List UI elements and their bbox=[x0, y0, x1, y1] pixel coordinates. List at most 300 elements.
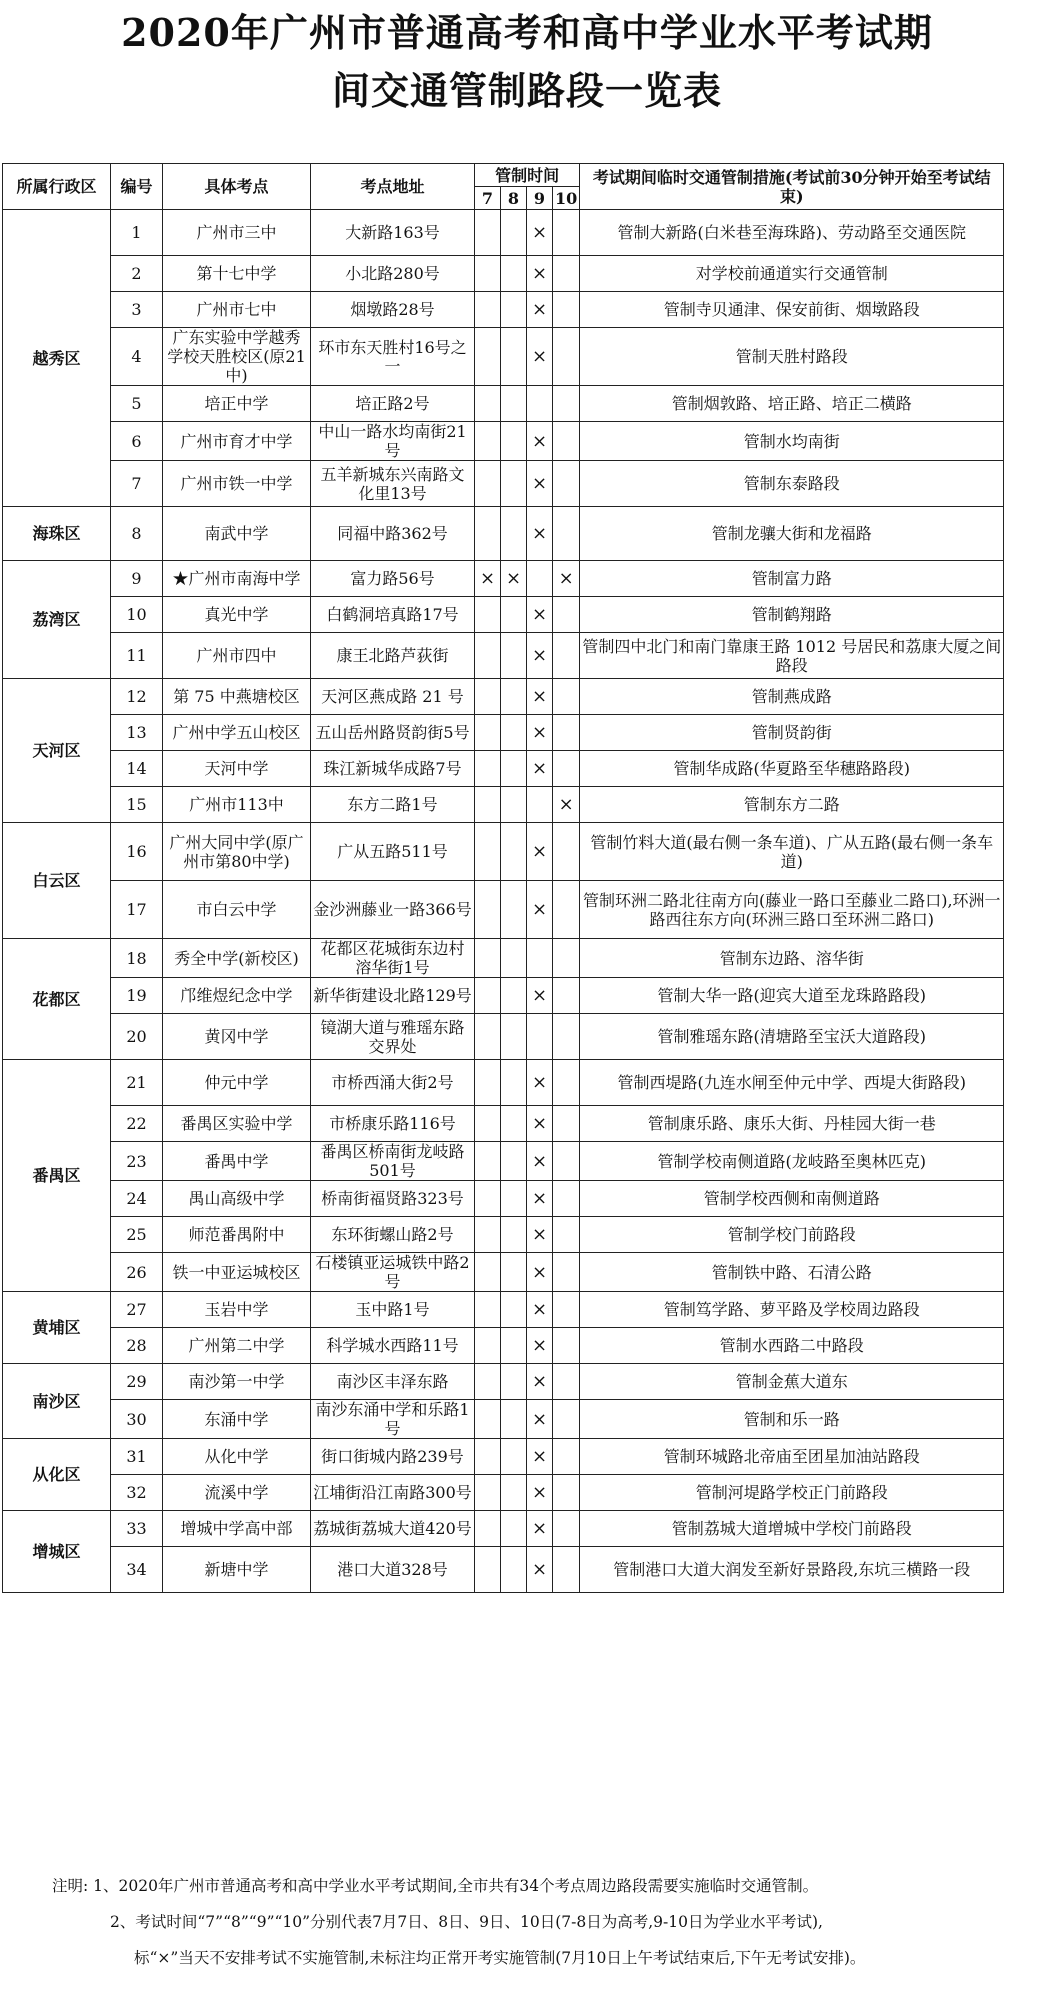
day10-cell bbox=[553, 1253, 580, 1292]
traffic-control-table bbox=[2, 163, 1004, 1593]
table-row bbox=[3, 561, 1004, 597]
day10-cell bbox=[553, 715, 580, 751]
measure-cell: 管制华成路(华夏路至华穗路路段) bbox=[580, 751, 1004, 787]
number-cell: 34 bbox=[111, 1547, 163, 1593]
table-row bbox=[3, 633, 1004, 679]
day7-cell bbox=[475, 256, 501, 292]
school-cell: 广州中学五山校区 bbox=[163, 715, 311, 751]
day8-cell bbox=[501, 386, 527, 422]
day10-cell bbox=[553, 1142, 580, 1181]
table-row bbox=[3, 597, 1004, 633]
day10-cell bbox=[553, 978, 580, 1014]
address-cell: 镜湖大道与雅瑶东路交界处 bbox=[311, 1014, 475, 1060]
school-cell: 增城中学高中部 bbox=[163, 1511, 311, 1547]
note-3: 标“×”当天不安排考试不实施管制,未标注均正常开考实施管制(7月10日上午考试结束后,下午无考试安排)。 bbox=[134, 1949, 866, 1967]
school-cell: 邝维煜纪念中学 bbox=[163, 978, 311, 1014]
address-cell: 烟墩路28号 bbox=[311, 292, 475, 328]
number-cell: 1 bbox=[111, 210, 163, 256]
day7-cell bbox=[475, 210, 501, 256]
school-cell: 市白云中学 bbox=[163, 881, 311, 939]
measure-cell: 管制学校门前路段 bbox=[580, 1217, 1004, 1253]
day9-cell: × bbox=[527, 715, 553, 751]
address-cell: 港口大道328号 bbox=[311, 1547, 475, 1593]
day9-cell: × bbox=[527, 978, 553, 1014]
measure-cell: 管制鹤翔路 bbox=[580, 597, 1004, 633]
header-day-8: 8 bbox=[501, 187, 527, 210]
school-cell: 南沙第一中学 bbox=[163, 1364, 311, 1400]
day8-cell bbox=[501, 978, 527, 1014]
school-cell: ★广州市南海中学 bbox=[163, 561, 311, 597]
number-cell: 13 bbox=[111, 715, 163, 751]
day7-cell bbox=[475, 292, 501, 328]
table-row bbox=[3, 210, 1004, 256]
day10-cell bbox=[553, 1060, 580, 1106]
address-cell: 玉中路1号 bbox=[311, 1292, 475, 1328]
address-cell: 广从五路511号 bbox=[311, 823, 475, 881]
table-row bbox=[3, 386, 1004, 422]
day9-cell: × bbox=[527, 1106, 553, 1142]
day10-cell bbox=[553, 1511, 580, 1547]
day9-cell bbox=[527, 1014, 553, 1060]
address-cell: 街口街城内路239号 bbox=[311, 1439, 475, 1475]
address-cell: 天河区燕成路 21 号 bbox=[311, 679, 475, 715]
school-cell: 番禺区实验中学 bbox=[163, 1106, 311, 1142]
district-cell: 增城区 bbox=[3, 1511, 111, 1593]
day7-cell bbox=[475, 787, 501, 823]
day8-cell bbox=[501, 1439, 527, 1475]
address-cell: 江埔街沿江南路300号 bbox=[311, 1475, 475, 1511]
measure-cell: 管制环城路北帝庙至团星加油站路段 bbox=[580, 1439, 1004, 1475]
day10-cell: × bbox=[553, 561, 580, 597]
number-cell: 28 bbox=[111, 1328, 163, 1364]
day8-cell bbox=[501, 1547, 527, 1593]
measure-cell: 管制东边路、溶华街 bbox=[580, 939, 1004, 978]
page-title bbox=[0, 4, 1054, 120]
table-row bbox=[3, 422, 1004, 461]
header-day-9: 9 bbox=[527, 187, 553, 210]
number-cell: 17 bbox=[111, 881, 163, 939]
number-cell: 2 bbox=[111, 256, 163, 292]
number-cell: 7 bbox=[111, 461, 163, 507]
day8-cell bbox=[501, 787, 527, 823]
school-cell: 培正中学 bbox=[163, 386, 311, 422]
day8-cell bbox=[501, 1328, 527, 1364]
day8-cell bbox=[501, 507, 527, 561]
school-cell: 广州大同中学(原广州市第80中学) bbox=[163, 823, 311, 881]
day8-cell bbox=[501, 292, 527, 328]
day7-cell bbox=[475, 1400, 501, 1439]
number-cell: 23 bbox=[111, 1142, 163, 1181]
day10-cell bbox=[553, 1106, 580, 1142]
school-cell: 从化中学 bbox=[163, 1439, 311, 1475]
day10-cell bbox=[553, 1439, 580, 1475]
address-cell: 南沙区丰泽东路 bbox=[311, 1364, 475, 1400]
school-cell: 仲元中学 bbox=[163, 1060, 311, 1106]
table-row bbox=[3, 1014, 1004, 1060]
day9-cell: × bbox=[527, 210, 553, 256]
number-cell: 15 bbox=[111, 787, 163, 823]
day10-cell bbox=[553, 1547, 580, 1593]
table-row bbox=[3, 1181, 1004, 1217]
address-cell: 荔城街荔城大道420号 bbox=[311, 1511, 475, 1547]
day10-cell bbox=[553, 1400, 580, 1439]
table-row bbox=[3, 1400, 1004, 1439]
table-row bbox=[3, 715, 1004, 751]
number-cell: 9 bbox=[111, 561, 163, 597]
measure-cell: 管制贤韵街 bbox=[580, 715, 1004, 751]
day8-cell bbox=[501, 939, 527, 978]
day9-cell: × bbox=[527, 1475, 553, 1511]
day7-cell bbox=[475, 1253, 501, 1292]
day8-cell bbox=[501, 1364, 527, 1400]
school-cell: 广州市113中 bbox=[163, 787, 311, 823]
title-line-2: 间交通管制路段一览表 bbox=[331, 68, 722, 113]
day7-cell bbox=[475, 1475, 501, 1511]
table-row bbox=[3, 328, 1004, 386]
day8-cell bbox=[501, 461, 527, 507]
table-row bbox=[3, 1328, 1004, 1364]
table-row bbox=[3, 679, 1004, 715]
day9-cell: × bbox=[527, 256, 553, 292]
day8-cell bbox=[501, 633, 527, 679]
day10-cell bbox=[553, 386, 580, 422]
day9-cell: × bbox=[527, 1142, 553, 1181]
address-cell: 石楼镇亚运城铁中路2号 bbox=[311, 1253, 475, 1292]
address-cell: 东环街螺山路2号 bbox=[311, 1217, 475, 1253]
school-cell: 秀全中学(新校区) bbox=[163, 939, 311, 978]
day7-cell bbox=[475, 422, 501, 461]
measure-cell: 对学校前通道实行交通管制 bbox=[580, 256, 1004, 292]
day8-cell bbox=[501, 715, 527, 751]
school-cell: 流溪中学 bbox=[163, 1475, 311, 1511]
district-cell: 从化区 bbox=[3, 1439, 111, 1511]
school-cell: 广州市七中 bbox=[163, 292, 311, 328]
address-cell: 市桥康乐路116号 bbox=[311, 1106, 475, 1142]
day10-cell bbox=[553, 939, 580, 978]
number-cell: 21 bbox=[111, 1060, 163, 1106]
number-cell: 5 bbox=[111, 386, 163, 422]
school-cell: 广州市铁一中学 bbox=[163, 461, 311, 507]
address-cell: 康王北路芦荻街 bbox=[311, 633, 475, 679]
number-cell: 31 bbox=[111, 1439, 163, 1475]
table-row bbox=[3, 256, 1004, 292]
day9-cell: × bbox=[527, 1060, 553, 1106]
district-cell: 番禺区 bbox=[3, 1060, 111, 1292]
day7-cell bbox=[475, 1106, 501, 1142]
day9-cell bbox=[527, 939, 553, 978]
day7-cell bbox=[475, 939, 501, 978]
day7-cell bbox=[475, 1328, 501, 1364]
measure-cell: 管制寺贝通津、保安前街、烟墩路段 bbox=[580, 292, 1004, 328]
number-cell: 6 bbox=[111, 422, 163, 461]
table-row bbox=[3, 939, 1004, 978]
day10-cell bbox=[553, 881, 580, 939]
address-cell: 南沙东涌中学和乐路1号 bbox=[311, 1400, 475, 1439]
table-row bbox=[3, 881, 1004, 939]
table-row bbox=[3, 1060, 1004, 1106]
day9-cell: × bbox=[527, 823, 553, 881]
day10-cell bbox=[553, 597, 580, 633]
address-cell: 桥南街福贤路323号 bbox=[311, 1181, 475, 1217]
day9-cell: × bbox=[527, 1292, 553, 1328]
footnotes bbox=[52, 1868, 1042, 1976]
day9-cell: × bbox=[527, 461, 553, 507]
number-cell: 14 bbox=[111, 751, 163, 787]
number-cell: 24 bbox=[111, 1181, 163, 1217]
address-cell: 花都区花城街东边村溶华街1号 bbox=[311, 939, 475, 978]
measure-cell: 管制港口大道大润发至新好景路段,东坑三横路一段 bbox=[580, 1547, 1004, 1593]
day9-cell: × bbox=[527, 1400, 553, 1439]
address-cell: 环市东天胜村16号之一 bbox=[311, 328, 475, 386]
day9-cell: × bbox=[527, 1439, 553, 1475]
measure-cell: 管制燕成路 bbox=[580, 679, 1004, 715]
school-cell: 黄冈中学 bbox=[163, 1014, 311, 1060]
measure-cell: 管制竹料大道(最右侧一条车道)、广从五路(最右侧一条车道) bbox=[580, 823, 1004, 881]
table-body bbox=[3, 210, 1004, 1593]
number-cell: 4 bbox=[111, 328, 163, 386]
table-row bbox=[3, 1547, 1004, 1593]
day7-cell bbox=[475, 386, 501, 422]
day8-cell bbox=[501, 1060, 527, 1106]
school-cell: 新塘中学 bbox=[163, 1547, 311, 1593]
day10-cell bbox=[553, 422, 580, 461]
day9-cell: × bbox=[527, 1364, 553, 1400]
note-2: 2、考试时间“7”“8”“9”“10”分别代表7月7日、8日、9日、10日(7-8日为高考,9-10日为学业水平考试), bbox=[110, 1913, 823, 1931]
number-cell: 12 bbox=[111, 679, 163, 715]
day9-cell: × bbox=[527, 679, 553, 715]
day7-cell bbox=[475, 715, 501, 751]
measure-cell: 管制西堤路(九连水闸至仲元中学、西堤大街路段) bbox=[580, 1060, 1004, 1106]
day7-cell: × bbox=[475, 561, 501, 597]
number-cell: 29 bbox=[111, 1364, 163, 1400]
day8-cell bbox=[501, 422, 527, 461]
measure-cell: 管制龙骧大街和龙福路 bbox=[580, 507, 1004, 561]
day7-cell bbox=[475, 751, 501, 787]
header-district: 所属行政区 bbox=[3, 164, 111, 210]
day7-cell bbox=[475, 1511, 501, 1547]
table-row bbox=[3, 1142, 1004, 1181]
district-cell: 南沙区 bbox=[3, 1364, 111, 1439]
day9-cell: × bbox=[527, 422, 553, 461]
district-cell: 越秀区 bbox=[3, 210, 111, 507]
day10-cell bbox=[553, 328, 580, 386]
measure-cell: 管制金蕉大道东 bbox=[580, 1364, 1004, 1400]
header-day-7: 7 bbox=[475, 187, 501, 210]
measure-cell: 管制荔城大道增城中学校门前路段 bbox=[580, 1511, 1004, 1547]
day9-cell: × bbox=[527, 751, 553, 787]
table-row bbox=[3, 1511, 1004, 1547]
district-cell: 海珠区 bbox=[3, 507, 111, 561]
day7-cell bbox=[475, 633, 501, 679]
district-cell: 花都区 bbox=[3, 939, 111, 1060]
district-cell: 天河区 bbox=[3, 679, 111, 823]
table-row bbox=[3, 787, 1004, 823]
day10-cell bbox=[553, 507, 580, 561]
table-row bbox=[3, 1364, 1004, 1400]
day9-cell: × bbox=[527, 597, 553, 633]
table-row bbox=[3, 823, 1004, 881]
day9-cell bbox=[527, 787, 553, 823]
number-cell: 10 bbox=[111, 597, 163, 633]
table-row bbox=[3, 292, 1004, 328]
measure-cell: 管制东泰路段 bbox=[580, 461, 1004, 507]
district-cell: 白云区 bbox=[3, 823, 111, 939]
measure-cell: 管制环洲二路北往南方向(藤业一路口至藤业二路口),环洲一路西往东方向(环洲三路口至环洲二路口) bbox=[580, 881, 1004, 939]
day8-cell bbox=[501, 1181, 527, 1217]
address-cell: 培正路2号 bbox=[311, 386, 475, 422]
address-cell: 金沙洲藤业一路366号 bbox=[311, 881, 475, 939]
day9-cell: × bbox=[527, 328, 553, 386]
day7-cell bbox=[475, 679, 501, 715]
address-cell: 市桥西涌大街2号 bbox=[311, 1060, 475, 1106]
day8-cell bbox=[501, 751, 527, 787]
measure-cell: 管制四中北门和南门靠康王路 1012 号居民和荔康大厦之间路段 bbox=[580, 633, 1004, 679]
table-row bbox=[3, 1106, 1004, 1142]
day10-cell bbox=[553, 1475, 580, 1511]
number-cell: 18 bbox=[111, 939, 163, 978]
number-cell: 30 bbox=[111, 1400, 163, 1439]
day10-cell bbox=[553, 210, 580, 256]
header-number: 编号 bbox=[111, 164, 163, 210]
measure-cell: 管制笃学路、萝平路及学校周边路段 bbox=[580, 1292, 1004, 1328]
school-cell: 铁一中亚运城校区 bbox=[163, 1253, 311, 1292]
day9-cell bbox=[527, 561, 553, 597]
address-cell: 大新路163号 bbox=[311, 210, 475, 256]
school-cell: 东涌中学 bbox=[163, 1400, 311, 1439]
measure-cell: 管制大华一路(迎宾大道至龙珠路路段) bbox=[580, 978, 1004, 1014]
day8-cell bbox=[501, 1217, 527, 1253]
day7-cell bbox=[475, 1181, 501, 1217]
table-row bbox=[3, 1292, 1004, 1328]
number-cell: 8 bbox=[111, 507, 163, 561]
day10-cell bbox=[553, 256, 580, 292]
day10-cell bbox=[553, 679, 580, 715]
school-cell: 广州第二中学 bbox=[163, 1328, 311, 1364]
day7-cell bbox=[475, 461, 501, 507]
number-cell: 22 bbox=[111, 1106, 163, 1142]
day8-cell: × bbox=[501, 561, 527, 597]
number-cell: 3 bbox=[111, 292, 163, 328]
day8-cell bbox=[501, 881, 527, 939]
day8-cell bbox=[501, 679, 527, 715]
table-row bbox=[3, 978, 1004, 1014]
day7-cell bbox=[475, 1547, 501, 1593]
day9-cell: × bbox=[527, 1217, 553, 1253]
measure-cell: 管制大新路(白米巷至海珠路)、劳动路至交通医院 bbox=[580, 210, 1004, 256]
day8-cell bbox=[501, 256, 527, 292]
day10-cell bbox=[553, 633, 580, 679]
day7-cell bbox=[475, 1014, 501, 1060]
day7-cell bbox=[475, 1142, 501, 1181]
header-address: 考点地址 bbox=[311, 164, 475, 210]
day8-cell bbox=[501, 823, 527, 881]
school-cell: 师范番禺附中 bbox=[163, 1217, 311, 1253]
measure-cell: 管制学校南侧道路(龙岐路至奥林匹克) bbox=[580, 1142, 1004, 1181]
address-cell: 同福中路362号 bbox=[311, 507, 475, 561]
number-cell: 11 bbox=[111, 633, 163, 679]
day8-cell bbox=[501, 328, 527, 386]
number-cell: 16 bbox=[111, 823, 163, 881]
header-day-10: 10 bbox=[553, 187, 580, 210]
school-cell: 禺山高级中学 bbox=[163, 1181, 311, 1217]
day7-cell bbox=[475, 978, 501, 1014]
measure-cell: 管制水均南街 bbox=[580, 422, 1004, 461]
address-cell: 中山一路水均南街21号 bbox=[311, 422, 475, 461]
day10-cell bbox=[553, 1364, 580, 1400]
day10-cell: × bbox=[553, 787, 580, 823]
school-cell: 广东实验中学越秀学校天胜校区(原21中) bbox=[163, 328, 311, 386]
day9-cell: × bbox=[527, 1547, 553, 1593]
measure-cell: 管制天胜村路段 bbox=[580, 328, 1004, 386]
header-control-time: 管制时间 bbox=[475, 164, 580, 187]
district-cell: 荔湾区 bbox=[3, 561, 111, 679]
day9-cell: × bbox=[527, 633, 553, 679]
day9-cell: × bbox=[527, 507, 553, 561]
day8-cell bbox=[501, 597, 527, 633]
table-row bbox=[3, 1253, 1004, 1292]
day8-cell bbox=[501, 1014, 527, 1060]
table-row bbox=[3, 1217, 1004, 1253]
day10-cell bbox=[553, 1014, 580, 1060]
address-cell: 五山岳州路贤韵街5号 bbox=[311, 715, 475, 751]
day7-cell bbox=[475, 328, 501, 386]
number-cell: 32 bbox=[111, 1475, 163, 1511]
district-cell: 黄埔区 bbox=[3, 1292, 111, 1364]
address-cell: 五羊新城东兴南路文化里13号 bbox=[311, 461, 475, 507]
address-cell: 东方二路1号 bbox=[311, 787, 475, 823]
school-cell: 广州市四中 bbox=[163, 633, 311, 679]
measure-cell: 管制康乐路、康乐大街、丹桂园大街一巷 bbox=[580, 1106, 1004, 1142]
school-cell: 南武中学 bbox=[163, 507, 311, 561]
measure-cell: 管制烟敦路、培正路、培正二横路 bbox=[580, 386, 1004, 422]
day8-cell bbox=[501, 1475, 527, 1511]
day10-cell bbox=[553, 823, 580, 881]
day10-cell bbox=[553, 1328, 580, 1364]
measure-cell: 管制水西路二中路段 bbox=[580, 1328, 1004, 1364]
number-cell: 27 bbox=[111, 1292, 163, 1328]
day10-cell bbox=[553, 1181, 580, 1217]
address-cell: 番禺区桥南街龙岐路501号 bbox=[311, 1142, 475, 1181]
address-cell: 小北路280号 bbox=[311, 256, 475, 292]
day10-cell bbox=[553, 1217, 580, 1253]
day8-cell bbox=[501, 1106, 527, 1142]
day8-cell bbox=[501, 1511, 527, 1547]
address-cell: 科学城水西路11号 bbox=[311, 1328, 475, 1364]
day7-cell bbox=[475, 1439, 501, 1475]
school-cell: 天河中学 bbox=[163, 751, 311, 787]
day8-cell bbox=[501, 1253, 527, 1292]
school-cell: 玉岩中学 bbox=[163, 1292, 311, 1328]
address-cell: 富力路56号 bbox=[311, 561, 475, 597]
measure-cell: 管制东方二路 bbox=[580, 787, 1004, 823]
header-measures: 考试期间临时交通管制措施(考试前30分钟开始至考试结束) bbox=[580, 164, 1004, 210]
measure-cell: 管制富力路 bbox=[580, 561, 1004, 597]
day8-cell bbox=[501, 1292, 527, 1328]
day9-cell: × bbox=[527, 881, 553, 939]
table-row bbox=[3, 507, 1004, 561]
day7-cell bbox=[475, 597, 501, 633]
measure-cell: 管制铁中路、石清公路 bbox=[580, 1253, 1004, 1292]
school-cell: 真光中学 bbox=[163, 597, 311, 633]
school-cell: 广州市育才中学 bbox=[163, 422, 311, 461]
school-cell: 广州市三中 bbox=[163, 210, 311, 256]
day9-cell: × bbox=[527, 1181, 553, 1217]
school-cell: 番禺中学 bbox=[163, 1142, 311, 1181]
measure-cell: 管制学校西侧和南侧道路 bbox=[580, 1181, 1004, 1217]
day10-cell bbox=[553, 1292, 580, 1328]
measure-cell: 管制雅瑶东路(清塘路至宝沃大道路段) bbox=[580, 1014, 1004, 1060]
title-line-1: 2020年广州市普通高考和高中学业水平考试期 bbox=[121, 10, 933, 55]
